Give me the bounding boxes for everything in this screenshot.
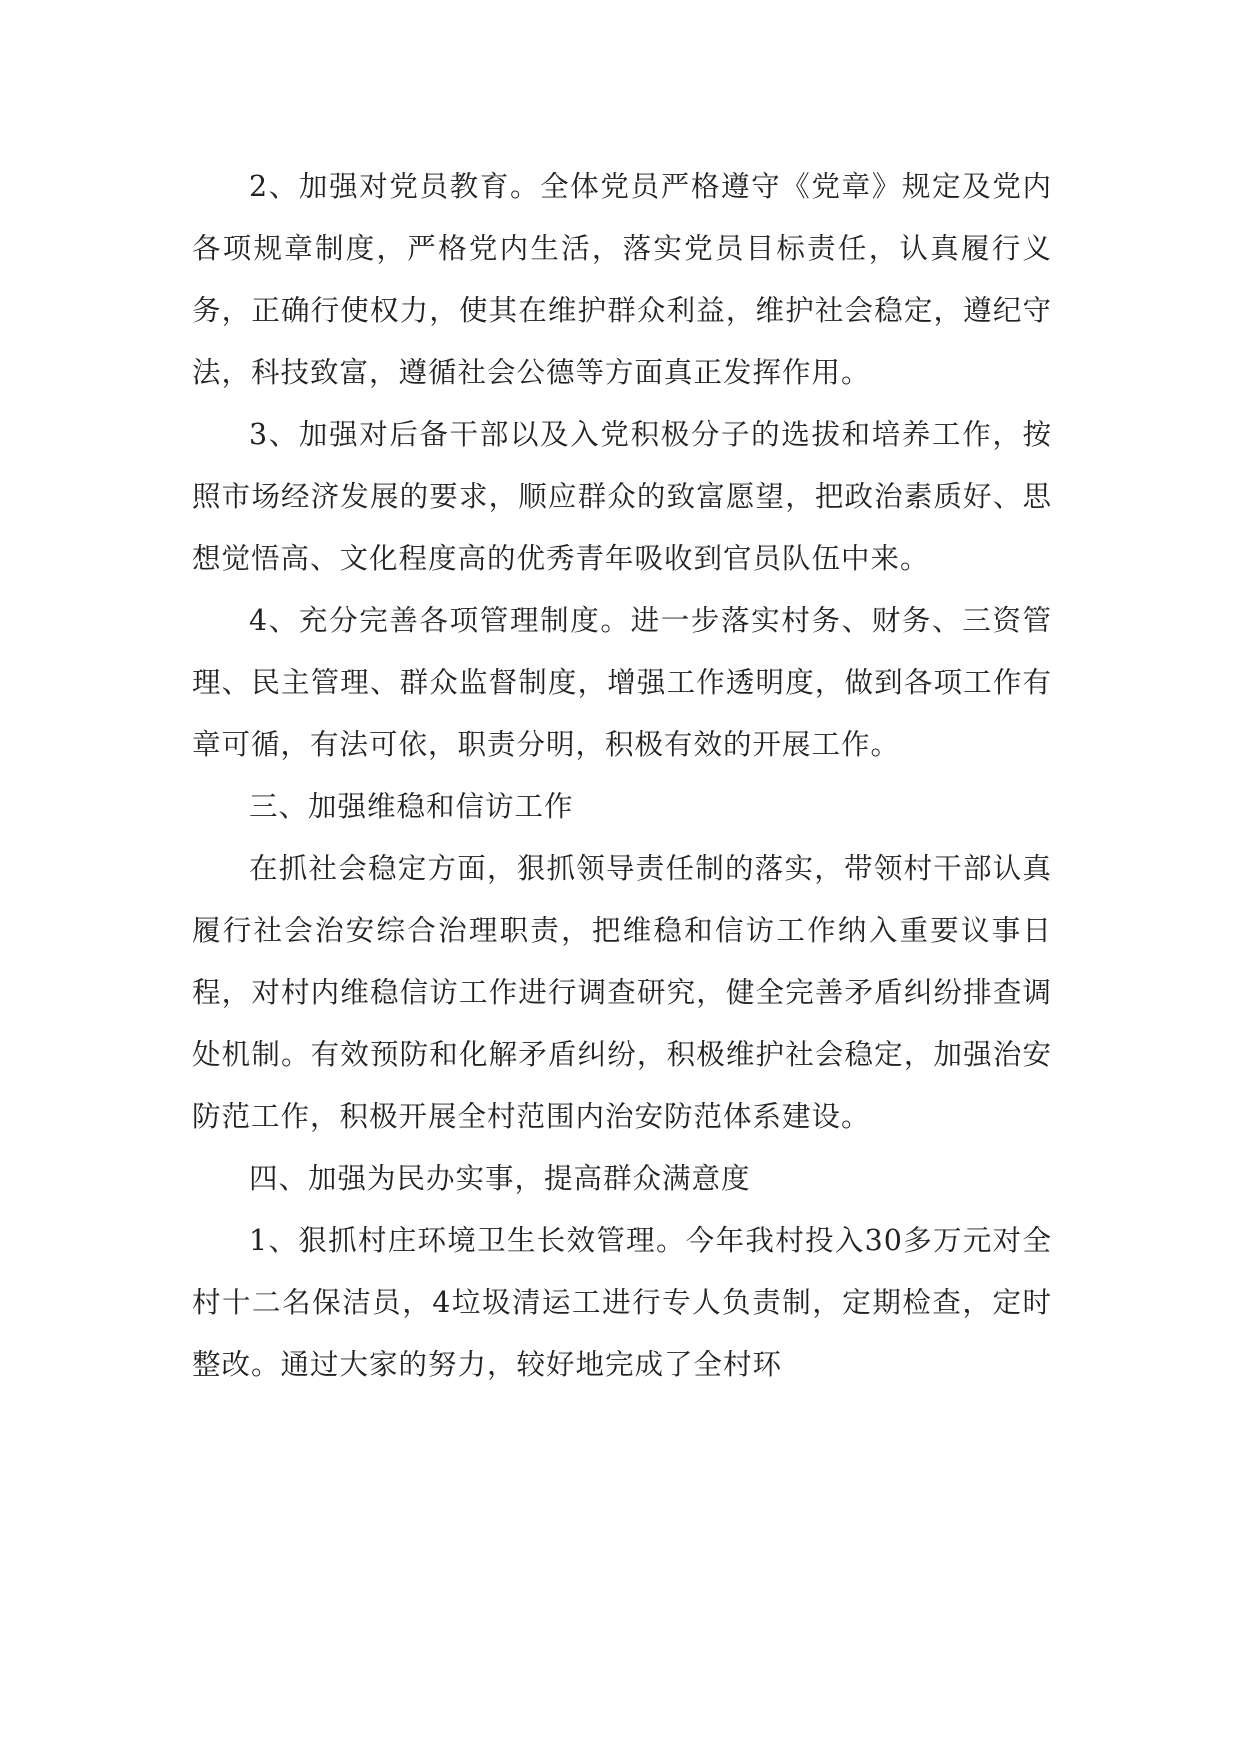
paragraph-village-sanitation: 1、狠抓村庄环境卫生长效管理。今年我村投入30多万元对全村十二名保洁员，4垃圾清运工进行专人负责制，定期检查，定时整改。通过大家的努力，较好地完成了全村环 bbox=[192, 1224, 1052, 1381]
section-heading-practical-matters: 四、加强为民办实事，提高群众满意度 bbox=[249, 1162, 751, 1195]
paragraph-management-system: 4、充分完善各项管理制度。进一步落实村务、财务、三资管理、民主管理、群众监督制度，增强工作透明度，做到各项工作有章可循，有法可依，职责分明，积极有效的开展工作。 bbox=[192, 604, 1052, 761]
paragraph-party-member-education: 2、加强对党员教育。全体党员严格遵守《党章》规定及党内各项规章制度，严格党内生活，落实党员目标责任，认真履行义务，正确行使权力，使其在维护群众利益，维护社会稳定，遵纪守法，科技致富，遵循社会公德等方面真正发挥作用。 bbox=[192, 170, 1052, 389]
document-body bbox=[192, 156, 1052, 1396]
paragraph-social-stability: 在抓社会稳定方面，狠抓领导责任制的落实，带领村干部认真履行社会治安综合治理职责，把维稳和信访工作纳入重要议事日程，对村内维稳信访工作进行调查研究，健全完善矛盾纠纷排查调处机制。有效预防和化解矛盾纠纷，积极维护社会稳定，加强治安防范工作，积极开展全村范围内治安防范体系建设。 bbox=[192, 852, 1052, 1133]
paragraph-reserve-cadres: 3、加强对后备干部以及入党积极分子的选拔和培养工作，按照市场经济发展的要求，顺应群众的致富愿望，把政治素质好、思想觉悟高、文化程度高的优秀青年吸收到官员队伍中来。 bbox=[192, 418, 1052, 575]
section-heading-stability-petition: 三、加强维稳和信访工作 bbox=[249, 790, 574, 823]
